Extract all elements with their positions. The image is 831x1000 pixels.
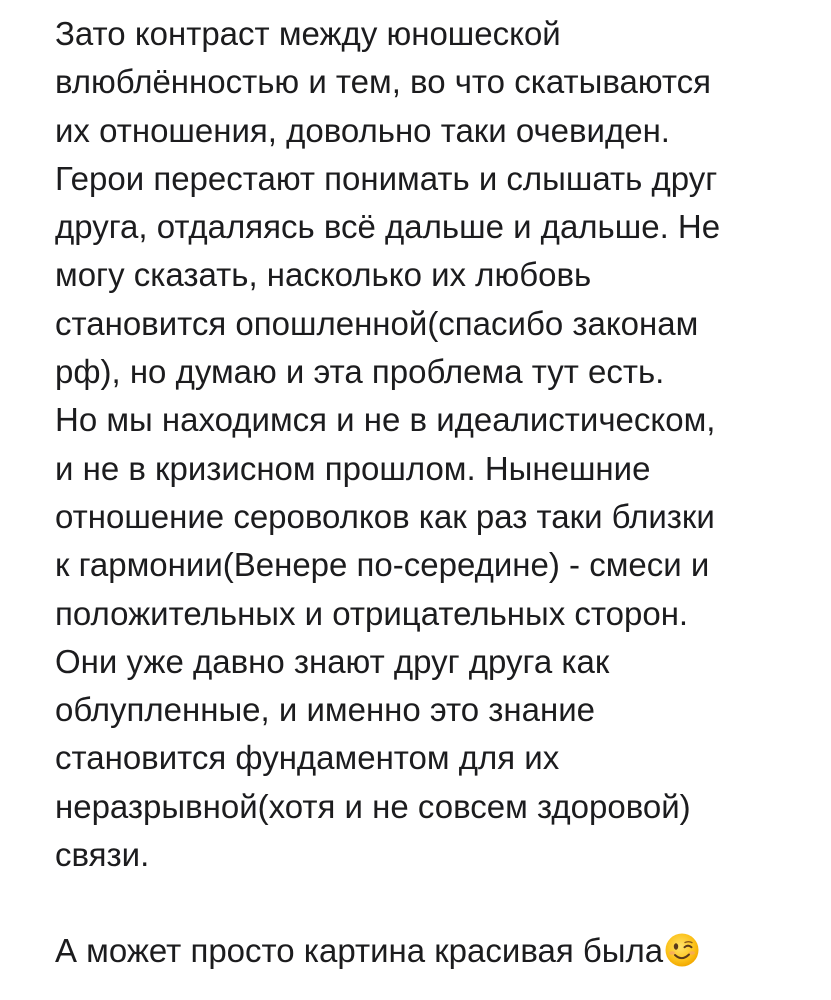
text-line: связи. xyxy=(55,836,150,874)
text-line: Герои перестают понимать и слышать друг xyxy=(55,159,718,197)
text-line: могу сказать, насколько их любовь xyxy=(55,256,592,294)
closing-text: А может просто картина красивая была xyxy=(55,932,664,970)
text-line: к гармонии(Венере по-середине) - смеси и xyxy=(55,546,710,584)
text-line: становится фундаментом для их xyxy=(55,739,560,777)
text-line: облупленные, и именно это знание xyxy=(55,691,596,729)
closing-line xyxy=(55,927,815,975)
text-line: Зато контраст между юношеской xyxy=(55,15,561,52)
text-line: неразрывной(хотя и не совсем здоровой) xyxy=(55,787,691,825)
text-line: друга, отдаляясь всё дальше и дальше. Не xyxy=(55,208,721,246)
text-line: влюблённостью и тем, во что скатываются xyxy=(55,63,711,101)
text-line: их отношения, довольно таки очевиден. xyxy=(55,111,670,149)
blank-line xyxy=(55,879,815,927)
text-line: отношение сероволков как раз таки близки xyxy=(55,497,715,535)
note-body xyxy=(55,10,815,976)
text-line: рф), но думаю и эта проблема тут есть. xyxy=(55,353,665,391)
text-line: становится опошленной(спасибо законам xyxy=(55,304,699,342)
text-line: и не в кризисном прошлом. Нынешние xyxy=(55,449,651,487)
text-line: положительных и отрицательных сторон. xyxy=(55,594,689,632)
text-line: Они уже давно знают друг друга как xyxy=(55,642,610,680)
winking-face-emoji-icon xyxy=(664,932,700,968)
text-line: Но мы находимся и не в идеалистическом, xyxy=(55,401,716,439)
